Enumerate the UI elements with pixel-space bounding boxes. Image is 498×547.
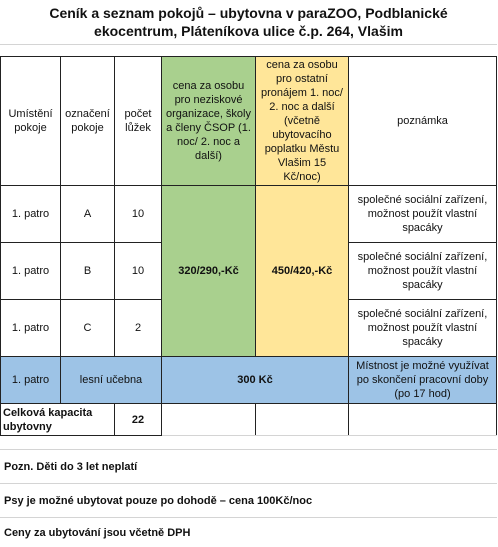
page-title <box>0 0 497 44</box>
footnote-vat: Ceny za ubytování jsou včetně DPH <box>0 517 497 547</box>
page-title-text: Ceník a seznam pokojů – ubytovna v paraZOO, Podblanické ekocentrum, Pláteníkova ulice č.p. 264, Vlašim <box>49 5 448 39</box>
capacity-empty-cell <box>349 404 497 436</box>
classroom-row <box>1 357 497 404</box>
header-note: poznámka <box>349 57 497 186</box>
room-beds: 10 <box>115 186 162 243</box>
room-location: 1. patro <box>1 300 61 357</box>
table-header-row <box>1 57 497 186</box>
classroom-name: lesní učebna <box>61 357 162 404</box>
room-note: společné sociální zařízení, možnost použít vlastní spacáky <box>349 186 497 243</box>
capacity-value: 22 <box>115 404 162 436</box>
classroom-price: 300 Kč <box>162 357 349 404</box>
footnote-children: Pozn. Děti do 3 let neplatí <box>0 449 497 483</box>
room-beds: 2 <box>115 300 162 357</box>
header-room-label: označení pokoje <box>61 57 115 186</box>
room-price-other: 450/420,-Kč <box>256 186 349 357</box>
header-location: Umístění pokoje <box>1 57 61 186</box>
header-beds: počet lůžek <box>115 57 162 186</box>
room-label: B <box>61 243 115 300</box>
room-location: 1. patro <box>1 186 61 243</box>
classroom-location: 1. patro <box>1 357 61 404</box>
rooms-table <box>0 56 497 436</box>
capacity-row <box>1 404 497 436</box>
room-label: C <box>61 300 115 357</box>
header-price-nonprofit: cena za osobu pro neziskové organizace, školy a členy ČSOP (1. noc/ 2. noc a další) <box>162 57 256 186</box>
classroom-note: Místnost je možné využívat po skončení pracovní doby (po 17 hod) <box>349 357 497 404</box>
footnote-dogs: Psy je možné ubytovat pouze po dohodě – cena 100Kč/noc <box>0 483 497 517</box>
room-note: společné sociální zařízení, možnost použít vlastní spacáky <box>349 300 497 357</box>
table-row <box>1 186 497 243</box>
room-label: A <box>61 186 115 243</box>
capacity-empty-cell <box>162 404 256 436</box>
room-note: společné sociální zařízení, možnost použít vlastní spacáky <box>349 243 497 300</box>
capacity-empty-cell <box>256 404 349 436</box>
room-beds: 10 <box>115 243 162 300</box>
capacity-label: Celková kapacita ubytovny <box>1 404 115 436</box>
room-location: 1. patro <box>1 243 61 300</box>
room-price-nonprofit: 320/290,-Kč <box>162 186 256 357</box>
header-price-other: cena za osobu pro ostatní pronájem 1. noc/ 2. noc a další (včetně ubytovacího poplatku Městu Vlašim 15 Kč/noc) <box>256 57 349 186</box>
